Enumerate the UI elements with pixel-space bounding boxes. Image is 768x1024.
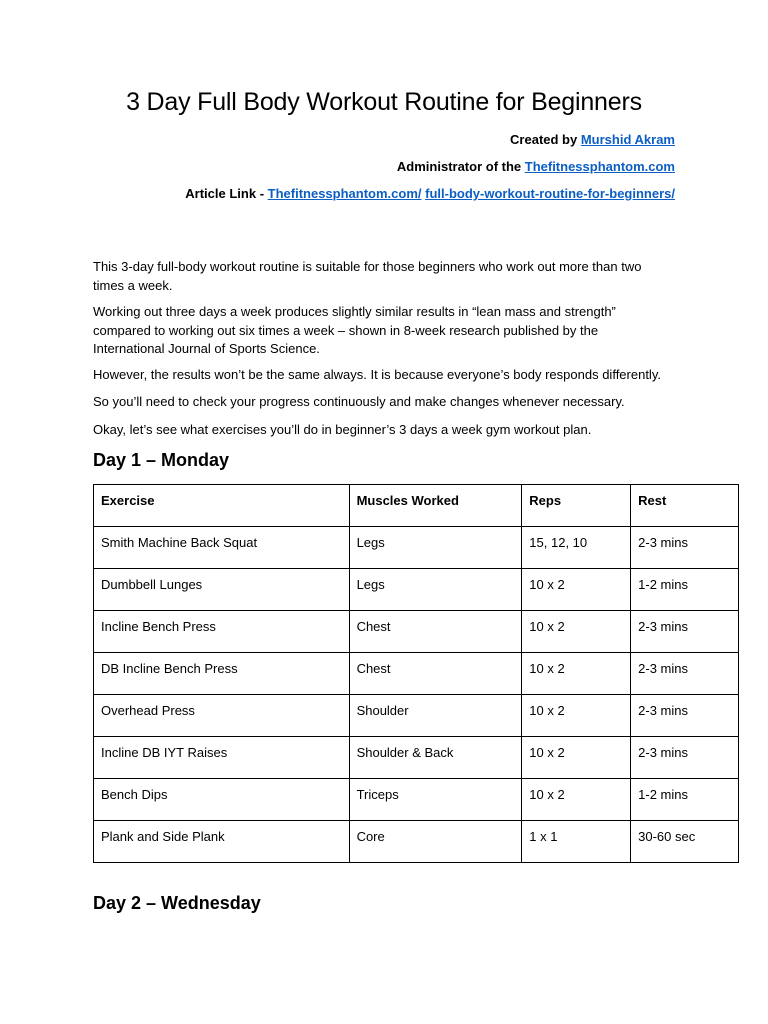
header-reps: Reps bbox=[522, 485, 631, 527]
cell-exercise: Incline DB IYT Raises bbox=[94, 737, 350, 779]
header-exercise: Exercise bbox=[94, 485, 350, 527]
cell-exercise: Dumbbell Lunges bbox=[94, 569, 350, 611]
header-muscles: Muscles Worked bbox=[349, 485, 522, 527]
administrator-label: Administrator of the bbox=[396, 159, 525, 174]
table-row bbox=[94, 779, 739, 821]
cell-rest: 2-3 mins bbox=[631, 737, 739, 779]
created-by-line bbox=[510, 132, 675, 147]
cell-reps: 10 x 2 bbox=[522, 779, 631, 821]
cell-rest: 1-2 mins bbox=[631, 569, 739, 611]
cell-muscles: Chest bbox=[349, 611, 522, 653]
article-link-domain[interactable]: Thefitnessphantom.com/ bbox=[267, 186, 422, 201]
cell-exercise: Overhead Press bbox=[94, 695, 350, 737]
table-row bbox=[94, 695, 739, 737]
cell-exercise: DB Incline Bench Press bbox=[94, 653, 350, 695]
paragraph-intro: This 3-day full-body workout routine is suitable for those beginners who work out more than two times a week. bbox=[93, 259, 642, 293]
day2-heading: Day 2 – Wednesday bbox=[93, 893, 261, 913]
cell-rest: 1-2 mins bbox=[631, 779, 739, 821]
cell-exercise: Plank and Side Plank bbox=[94, 821, 350, 863]
cell-reps: 10 x 2 bbox=[522, 737, 631, 779]
site-link[interactable]: Thefitnessphantom.com bbox=[524, 159, 675, 174]
cell-reps: 10 x 2 bbox=[522, 695, 631, 737]
article-link-label: Article Link - bbox=[185, 186, 268, 201]
table-row bbox=[94, 527, 739, 569]
table-row bbox=[94, 569, 739, 611]
cell-muscles: Shoulder bbox=[349, 695, 522, 737]
article-link-line bbox=[185, 186, 675, 201]
cell-reps: 15, 12, 10 bbox=[522, 527, 631, 569]
cell-reps: 10 x 2 bbox=[522, 653, 631, 695]
cell-muscles: Shoulder & Back bbox=[349, 737, 522, 779]
cell-reps: 10 x 2 bbox=[522, 569, 631, 611]
cell-exercise: Bench Dips bbox=[94, 779, 350, 821]
table-row bbox=[94, 653, 739, 695]
cell-exercise: Incline Bench Press bbox=[94, 611, 350, 653]
cell-rest: 2-3 mins bbox=[631, 695, 739, 737]
cell-reps: 1 x 1 bbox=[522, 821, 631, 863]
cell-reps: 10 x 2 bbox=[522, 611, 631, 653]
paragraph-progress: So you’ll need to check your progress continuously and make changes whenever necessary. bbox=[93, 394, 625, 409]
cell-muscles: Chest bbox=[349, 653, 522, 695]
day1-heading: Day 1 – Monday bbox=[93, 450, 230, 470]
paragraph-results: However, the results won’t be the same always. It is because everyone’s body responds differently. bbox=[93, 367, 661, 382]
cell-exercise: Smith Machine Back Squat bbox=[94, 527, 350, 569]
paragraph-plan: Okay, let’s see what exercises you’ll do in beginner’s 3 days a week gym workout plan. bbox=[93, 422, 592, 437]
document-title: 3 Day Full Body Workout Routine for Beginners bbox=[126, 88, 642, 116]
table-row bbox=[94, 737, 739, 779]
table-header-row bbox=[94, 485, 739, 527]
created-by-label: Created by bbox=[510, 132, 581, 147]
cell-muscles: Triceps bbox=[349, 779, 522, 821]
header-rest: Rest bbox=[631, 485, 739, 527]
cell-muscles: Core bbox=[349, 821, 522, 863]
cell-muscles: Legs bbox=[349, 569, 522, 611]
administrator-line bbox=[397, 159, 675, 174]
table-row bbox=[94, 611, 739, 653]
cell-rest: 30-60 sec bbox=[631, 821, 739, 863]
cell-muscles: Legs bbox=[349, 527, 522, 569]
paragraph-research: Working out three days a week produces slightly similar results in “lean mass and strength” compared to working out six times a week – shown in 8-week research published by the International Journal of Sports Science. bbox=[93, 304, 616, 356]
article-link-path[interactable]: full-body-workout-routine-for-beginners/ bbox=[425, 186, 675, 201]
cell-rest: 2-3 mins bbox=[631, 653, 739, 695]
cell-rest: 2-3 mins bbox=[631, 527, 739, 569]
day1-workout-table bbox=[93, 484, 739, 863]
cell-rest: 2-3 mins bbox=[631, 611, 739, 653]
table-row bbox=[94, 821, 739, 863]
author-link[interactable]: Murshid Akram bbox=[580, 132, 675, 147]
